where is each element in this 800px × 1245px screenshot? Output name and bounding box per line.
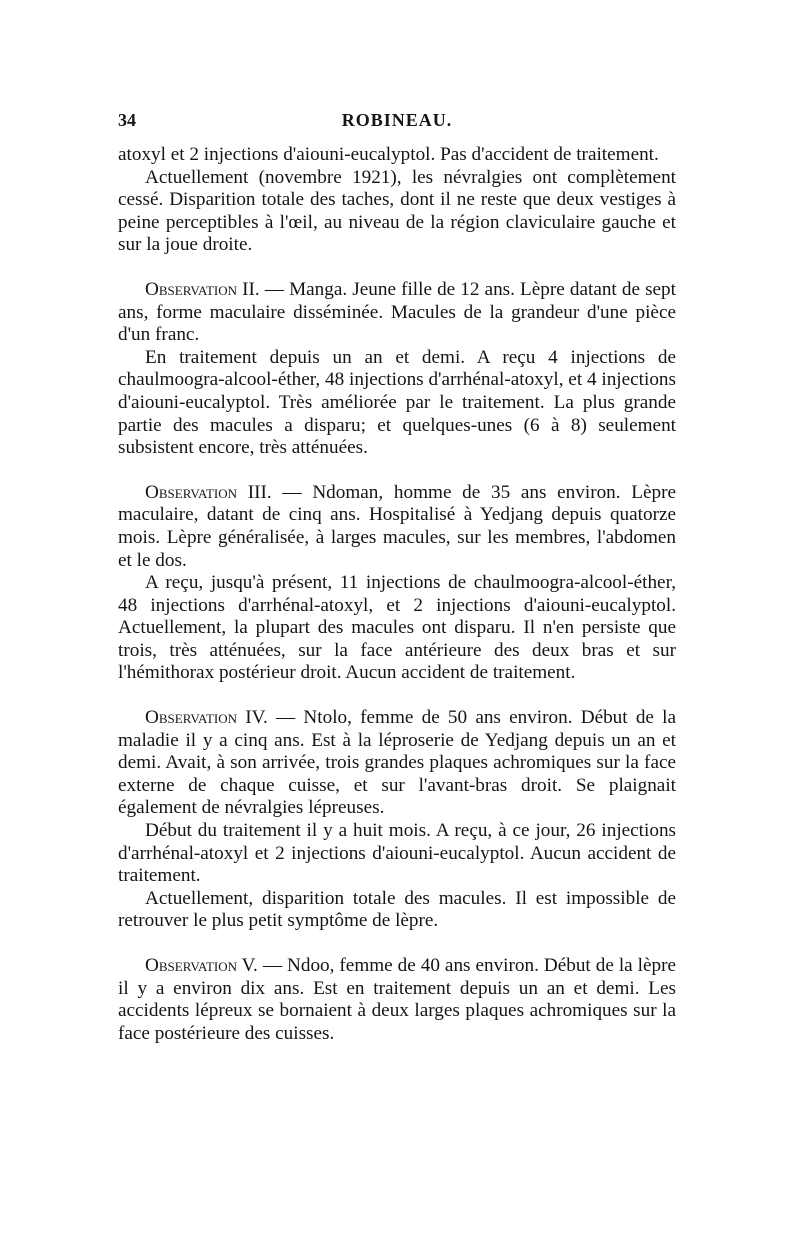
observation-label: Observation IV. [145, 707, 268, 729]
page-header [118, 110, 676, 144]
observation-text: — Ndoo, femme de 40 ans environ. Début de la lèpre il y a environ dix ans. Est en traitement depuis un an et demi. Les accidents lépreux se bornaient à deux larges plaques achromiques sur la face postérieure des cuisses. [118, 955, 677, 1044]
observation-paragraph [118, 707, 676, 820]
observation-paragraph: Actuellement, disparition totale des macules. Il est impossible de retrouver le plus petit symptôme de lèpre. [118, 887, 676, 932]
observation-text: — Manga. Jeune fille de 12 ans. Lèpre datant de sept ans, forme maculaire disséminée. Macules de la grandeur d'une pièce d'un franc. [118, 278, 676, 346]
observation-4 [118, 707, 676, 933]
observation-3 [118, 482, 676, 685]
observation-paragraph: Début du traitement il y a huit mois. A reçu, à ce jour, 26 injections d'arrhénal-atoxyl et 2 injections d'aiouni-eucalyptol. Aucun accident de traitement. [118, 820, 676, 887]
running-head: ROBINEAU. [341, 110, 453, 130]
observation-paragraph [118, 279, 676, 347]
observation-label: Observation III. [145, 481, 272, 503]
observation-paragraph: En traitement depuis un an et demi. A reçu 4 injections de chaulmoogra-alcool-éther, 48 injections d'arrhénal-atoxyl, et 4 injections d'aiouni-eucalyptol. Très améliorée par le traitement. La plus grande partie des macules a disparu; et quelques-unes (6 à 8) seulement subsistent encore, très atténuées. [118, 346, 676, 459]
observation-5 [118, 955, 676, 1045]
page [118, 110, 676, 1045]
observation-2 [118, 279, 676, 460]
intro-paragraph-1: atoxyl et 2 injections d'aiouni-eucalyptol. Pas d'accident de traitement. [118, 144, 659, 165]
observation-label: Observation V. [145, 955, 258, 976]
observation-paragraph: A reçu, jusqu'à présent, 11 injections de chaulmoogra-alcool-éther, 48 injections d'arrhénal-atoxyl, et 2 injections d'aiouni-eucalyptol. Actuellement, la plupart des macules ont disparu. Il n'en persiste que trois, très atténuées, sur la face antérieure des deux bras et sur l'hémithorax postérieur droit. Aucun accident de traitement. [118, 572, 676, 684]
intro-paragraph-2: Actuellement (novembre 1921), les névralgies ont complètement cessé. Disparition totale des taches, dont il ne reste que deux vestiges à peine perceptibles à l'œil, au niveau de la région claviculaire gauche et sur la joue droite. [118, 166, 676, 256]
intro-section [118, 144, 676, 257]
observation-text: — Ndoman, homme de 35 ans environ. Lèpre maculaire, datant de cinq ans. Hospitalisé à Yedjang depuis quatorze mois. Lèpre généralisée, à larges macules, sur les membres, l'abdomen et le dos. [118, 481, 677, 571]
observation-text: — Ntolo, femme de 50 ans environ. Début de la maladie il y a cinq ans. Est à la léproserie de Yedjang depuis un an et demi. Avait, à son arrivée, trois grandes plaques achromiques sur la face externe de chaque cuisse, et sur l'avant-bras droit. Se plaignait également de névralgies lépreuses. [118, 707, 676, 819]
observation-paragraph [118, 482, 676, 572]
observation-paragraph [118, 955, 676, 1045]
page-number: 34 [118, 110, 136, 130]
observation-label: Observation II. [145, 278, 260, 300]
